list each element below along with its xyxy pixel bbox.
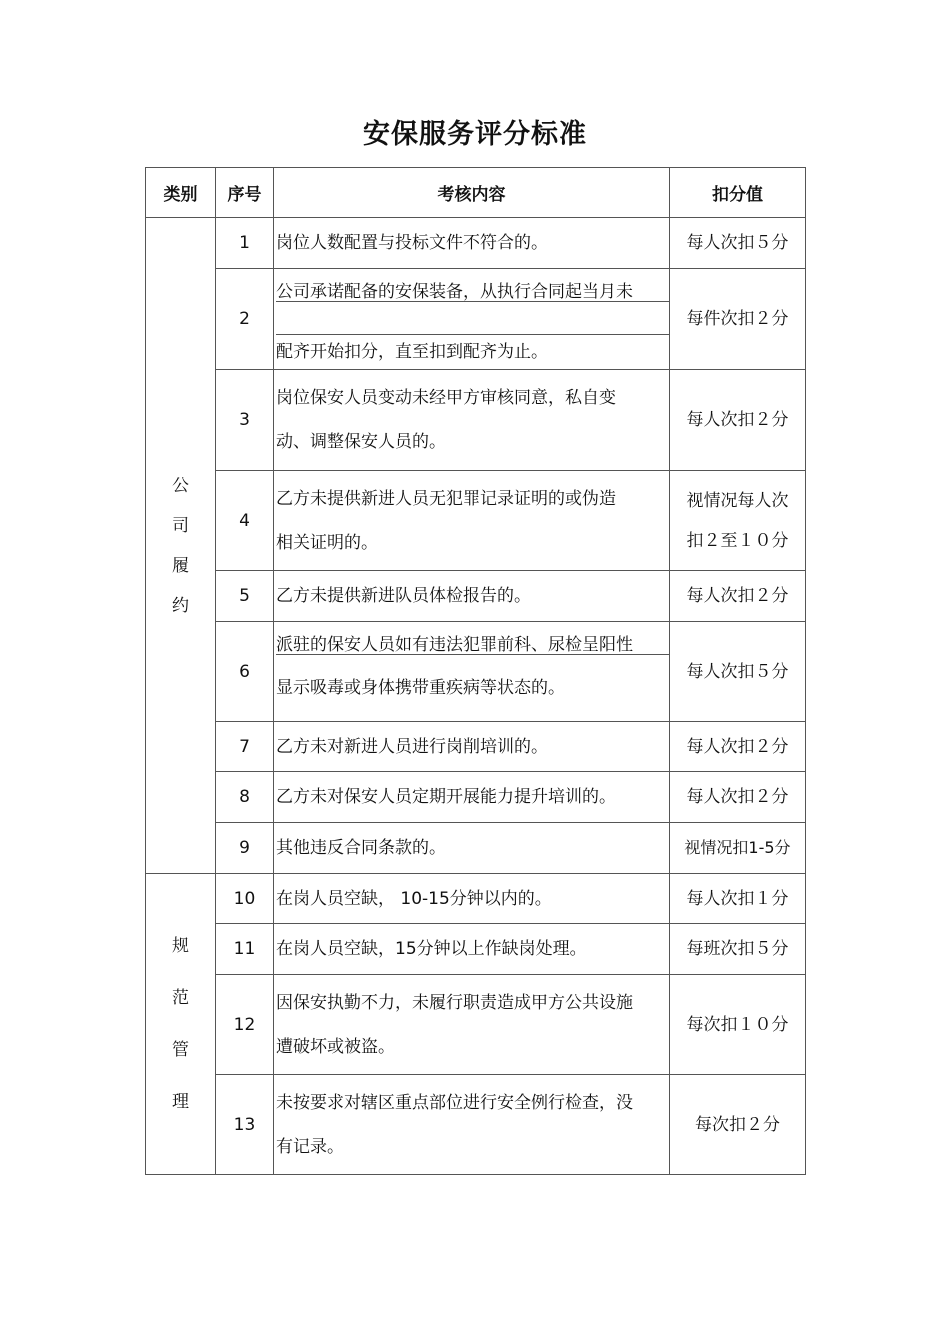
category-char: 理	[172, 1092, 189, 1112]
table-header-row	[146, 168, 806, 218]
content-line: 在岗人员空缺， 10-15分钟以内的。	[276, 888, 552, 909]
row-content	[274, 370, 670, 471]
content-line: 公司承诺配备的安保装备，从执行合同起当月未	[276, 269, 669, 302]
row-content	[274, 471, 670, 571]
row-number: 8	[216, 772, 274, 823]
row-content	[274, 571, 670, 622]
row-number: 9	[216, 823, 274, 874]
content-line: 其他违反合同条款的。	[276, 838, 446, 858]
row-deduction	[670, 471, 806, 571]
row-number: 7	[216, 722, 274, 772]
row-content	[274, 874, 670, 924]
content-line: 在岗人员空缺，15分钟以上作缺岗处理。	[276, 939, 587, 959]
table-row	[146, 924, 806, 975]
row-content	[274, 1075, 670, 1175]
row-content	[274, 218, 670, 269]
category-char: 司	[172, 515, 189, 536]
content-line: 有记录。	[276, 1136, 344, 1157]
scoring-table	[145, 167, 806, 1175]
row-content	[274, 722, 670, 772]
table-row	[146, 772, 806, 823]
content-ruled-blank	[276, 302, 669, 335]
category-contract-performance	[146, 218, 216, 874]
content-line: 配齐开始扣分，直至扣到配齐为止。	[276, 342, 548, 362]
content-line: 乙方未提供新进人员无犯罪记录证明的或伪造	[276, 488, 616, 509]
table-row	[146, 622, 806, 722]
content-line: 岗位人数配置与投标文件不符合的。	[276, 233, 548, 253]
table-row	[146, 1075, 806, 1175]
table-row	[146, 571, 806, 622]
row-number: 2	[216, 269, 274, 370]
row-number: 6	[216, 622, 274, 722]
content-line: 因保安执勤不力，未履行职责造成甲方公共设施	[276, 992, 633, 1013]
row-deduction: 每人次扣５分	[670, 218, 806, 269]
content-line: 乙方未对保安人员定期开展能力提升培训的。	[276, 787, 616, 807]
table-row	[146, 370, 806, 471]
category-char: 公	[172, 475, 189, 496]
category-standard-management	[146, 874, 216, 1175]
row-deduction: 每次扣２分	[670, 1075, 806, 1175]
content-line: 动、调整保安人员的。	[276, 432, 446, 452]
table-row	[146, 471, 806, 571]
category-char: 履	[172, 555, 189, 576]
header-category: 类别	[146, 168, 216, 218]
header-seq: 序号	[216, 168, 274, 218]
row-number: 10	[216, 874, 274, 924]
table-row	[146, 874, 806, 924]
row-deduction: 每人次扣２分	[670, 772, 806, 823]
row-deduction: 每人次扣５分	[670, 622, 806, 722]
row-deduction: 每人次扣２分	[670, 370, 806, 471]
row-content	[274, 823, 670, 874]
row-content	[274, 924, 670, 975]
row-deduction: 视情况扣1-5分	[670, 823, 806, 874]
table-row	[146, 823, 806, 874]
row-number: 4	[216, 471, 274, 571]
content-line: 未按要求对辖区重点部位进行安全例行检查，没	[276, 1092, 633, 1113]
row-content	[274, 622, 670, 722]
deduction-line: 扣２至１０分	[686, 530, 789, 551]
category-char: 约	[172, 595, 189, 616]
row-number: 13	[216, 1075, 274, 1175]
header-content: 考核内容	[274, 168, 670, 218]
category-char: 范	[172, 988, 189, 1008]
row-number: 1	[216, 218, 274, 269]
header-deduction: 扣分值	[670, 168, 806, 218]
row-number: 12	[216, 975, 274, 1075]
content-line: 派驻的保安人员如有违法犯罪前科、尿检呈阳性	[276, 622, 669, 655]
deduction-line: 视情况每人次	[686, 490, 789, 511]
row-number: 3	[216, 370, 274, 471]
row-deduction: 每班次扣５分	[670, 924, 806, 975]
category-char: 管	[172, 1040, 189, 1060]
table-row	[146, 269, 806, 370]
row-content	[274, 269, 670, 370]
table-row	[146, 218, 806, 269]
content-line: 乙方未提供新进队员体检报告的。	[276, 586, 531, 606]
content-line: 相关证明的。	[276, 532, 378, 553]
row-deduction: 每人次扣１分	[670, 874, 806, 924]
category-char: 规	[172, 936, 189, 956]
content-line: 显示吸毒或身体携带重疾病等状态的。	[276, 678, 565, 698]
row-deduction: 每人次扣２分	[670, 722, 806, 772]
table-row	[146, 722, 806, 772]
row-content	[274, 772, 670, 823]
content-line: 岗位保安人员变动未经甲方审核同意，私自变	[276, 388, 616, 408]
row-number: 11	[216, 924, 274, 975]
row-deduction: 每件次扣２分	[670, 269, 806, 370]
row-deduction: 每次扣１０分	[670, 975, 806, 1075]
content-line: 乙方未对新进人员进行岗削培训的。	[276, 736, 548, 757]
row-content	[274, 975, 670, 1075]
row-number: 5	[216, 571, 274, 622]
table-row	[146, 975, 806, 1075]
document-title: 安保服务评分标准	[363, 119, 587, 150]
row-deduction: 每人次扣２分	[670, 571, 806, 622]
content-line: 遭破坏或被盗。	[276, 1036, 395, 1057]
